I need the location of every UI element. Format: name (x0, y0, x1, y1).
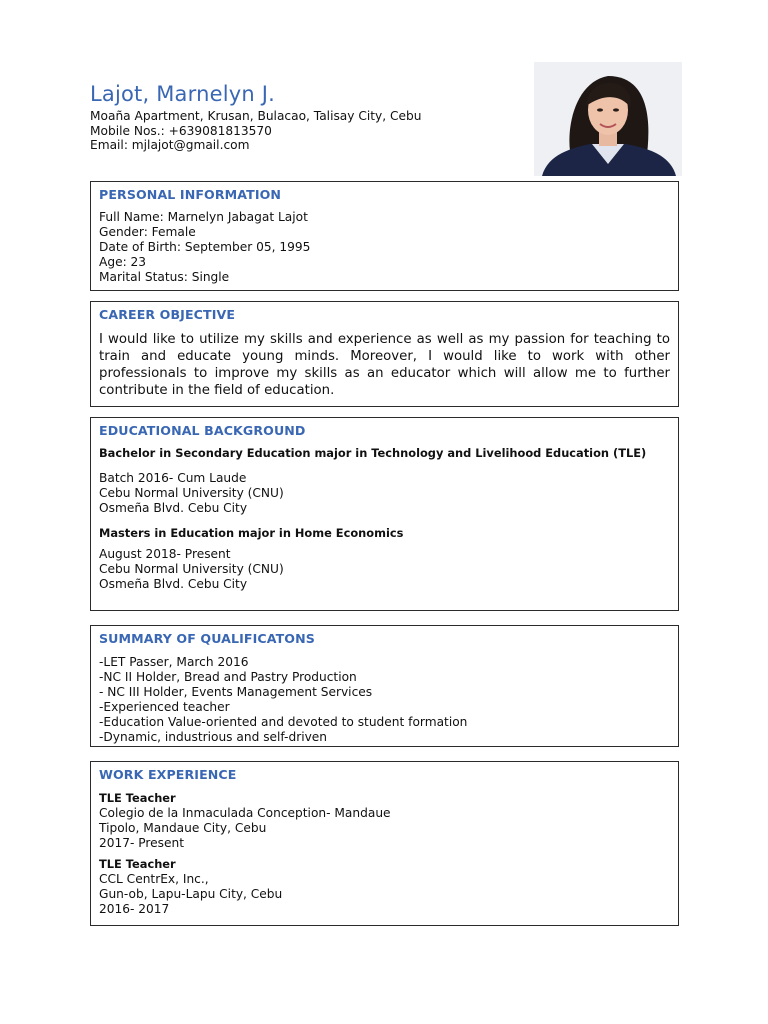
job-detail: 2017- Present (99, 836, 185, 850)
career-objective-heading: CAREER OBJECTIVE (99, 307, 236, 322)
job-detail: CCL CentrEx, Inc., (99, 872, 209, 886)
gender: Gender: Female (99, 225, 196, 239)
qualification-item: -Dynamic, industrious and self-driven (99, 730, 328, 744)
work-experience-section (90, 761, 679, 926)
job-position: TLE Teacher (99, 791, 176, 805)
applicant-name: Lajot, Marnelyn J. (90, 82, 276, 106)
educational-background-section (90, 417, 679, 611)
address-line: Moaña Apartment, Krusan, Bulacao, Talisay City, Cebu (90, 109, 422, 123)
qualifications-section (90, 625, 679, 747)
age: Age: 23 (99, 255, 147, 269)
email-line: Email: mjlajot@gmail.com (90, 138, 250, 152)
qualification-item: -Education Value-oriented and devoted to student formation (99, 715, 468, 729)
marital-status: Marital Status: Single (99, 270, 230, 284)
job-position: TLE Teacher (99, 857, 176, 871)
degree-detail: August 2018- Present (99, 547, 231, 561)
qualification-item: -NC II Holder, Bread and Pastry Production (99, 670, 357, 684)
degree-detail: Osmeña Blvd. Cebu City (99, 501, 248, 515)
contact-block (90, 109, 421, 153)
degree-title: Masters in Education major in Home Economics (99, 526, 404, 540)
degree-detail: Cebu Normal University (CNU) (99, 562, 284, 576)
job-detail: 2016- 2017 (99, 902, 170, 916)
degree-detail: Batch 2016- Cum Laude (99, 471, 247, 485)
personal-information-heading: PERSONAL INFORMATION (99, 187, 282, 202)
mobile-line: Mobile Nos.: +639081813570 (90, 123, 272, 138)
degree-detail: Osmeña Blvd. Cebu City (99, 577, 248, 591)
qualification-item: - NC III Holder, Events Management Services (99, 685, 373, 699)
educational-background-heading: EDUCATIONAL BACKGROUND (99, 423, 306, 438)
career-objective-section (90, 301, 679, 407)
degree-detail: Cebu Normal University (CNU) (99, 486, 284, 500)
job-detail: Tipolo, Mandaue City, Cebu (99, 821, 267, 835)
qualification-item: -LET Passer, March 2016 (99, 655, 249, 669)
job-detail: Gun-ob, Lapu-Lapu City, Cebu (99, 887, 283, 901)
work-experience-heading: WORK EXPERIENCE (99, 767, 237, 782)
profile-photo (534, 62, 682, 176)
date-of-birth: Date of Birth: September 05, 1995 (99, 240, 311, 254)
career-objective-text: I would like to utilize my skills and experience as well as my passion for teaching to train and educate young minds. Moreover, I would like to work with other professionals to improve my skills as an educator which will allow me to further contribute in the field of education. (99, 332, 670, 398)
full-name: Full Name: Marnelyn Jabagat Lajot (99, 210, 308, 224)
job-detail: Colegio de la Inmaculada Conception- Mandaue (99, 806, 391, 820)
qualifications-heading: SUMMARY OF QUALIFICATONS (99, 631, 315, 646)
qualification-item: -Experienced teacher (99, 700, 230, 714)
degree-title: Bachelor in Secondary Education major in Technology and Livelihood Education (TLE) (99, 446, 647, 460)
personal-information-section (90, 181, 679, 291)
